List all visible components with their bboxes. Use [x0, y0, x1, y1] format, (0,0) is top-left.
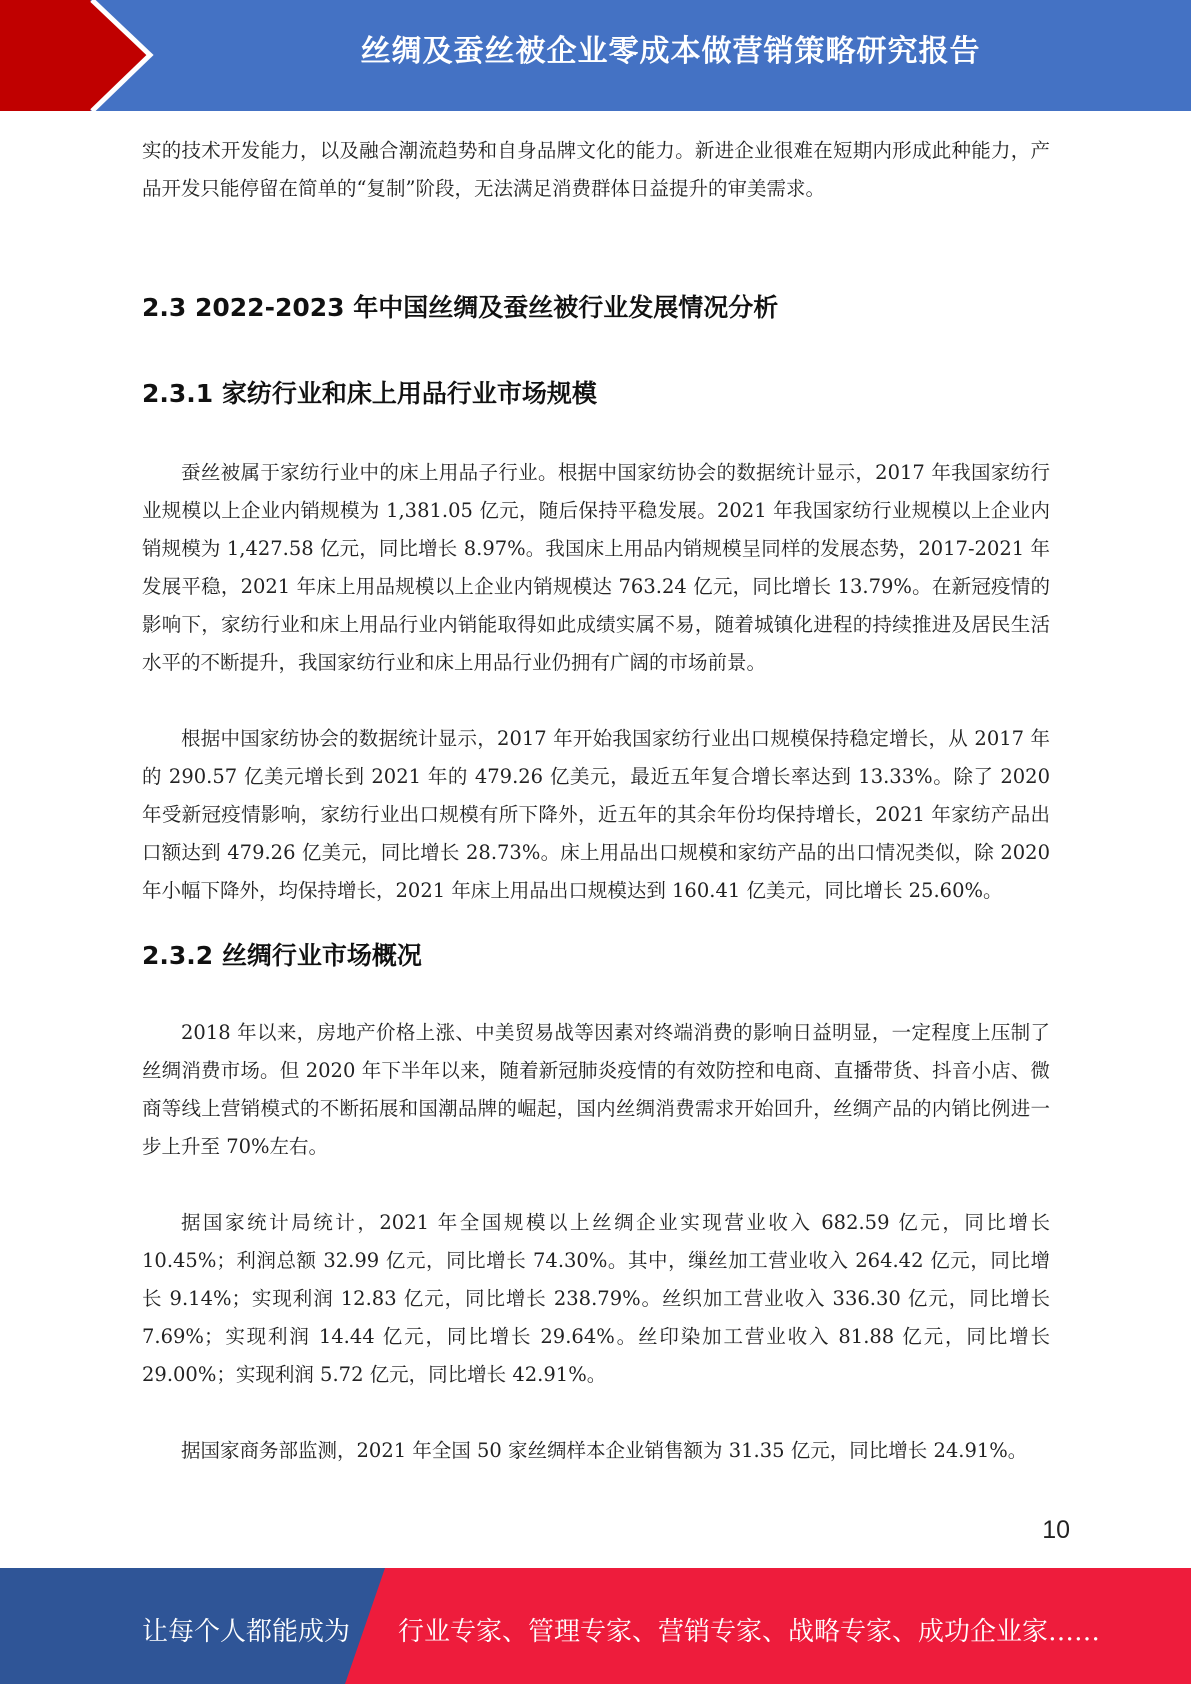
- section-2-3-2-paragraph-3: 据国家商务部监测，2021 年全国 50 家丝绸样本企业销售额为 31.35 亿元，同比增长 24.91%。: [181, 1439, 1028, 1462]
- footer-slogan-right: 行业专家、管理专家、营销专家、战略专家、成功企业家……: [398, 1617, 1101, 1647]
- page-number: 10: [1042, 1516, 1070, 1544]
- page-footer: [0, 1568, 1191, 1684]
- section-2-3-2-paragraph-1: 2018 年以来，房地产价格上涨、中美贸易战等因素对终端消费的影响日益明显，一定程度上压制了丝绸消费市场。但 2020 年下半年以来，随着新冠肺炎疫情的有效防控和电商、直播带货、抖音小店、微商等线上营销模式的不断拓展和国潮品牌的崛起，国内丝绸消费需求开始回升，丝绸产品的内销比例进一步上升至 70%左右。: [142, 1021, 1050, 1158]
- section-2-3-heading: 2.3 2022-2023 年中国丝绸及蚕丝被行业发展情况分析: [142, 293, 779, 322]
- page-header: [0, 0, 1191, 111]
- section-2-3-2-paragraph-2: 据国家统计局统计，2021 年全国规模以上丝绸企业实现营业收入 682.59 亿元，同比增长 10.45%；利润总额 32.99 亿元，同比增长 74.30%。其中，缫丝加工营业收入 264.42 亿元，同比增长 9.14%；实现利润 12.83 亿元，同比增长 238.79%。丝织加工营业收入 336.30 亿元，同比增长 7.69%；实现利润 14.44 亿元，同比增长 29.64%。丝印染加工营业收入 81.88 亿元，同比增长 29.00%；实现利润 5.72 亿元，同比增长 42.91%。: [142, 1211, 1050, 1386]
- page-content: [142, 132, 1050, 1470]
- section-2-3-1-paragraph-1: 蚕丝被属于家纺行业中的床上用品子行业。根据中国家纺协会的数据统计显示，2017 年我国家纺行业规模以上企业内销规模为 1,381.05 亿元，随后保持平稳发展。2021 年我国家纺行业规模以上企业内销规模为 1,427.58 亿元，同比增长 8.97%。我国床上用品内销规模呈同样的发展态势，2017-2021 年发展平稳，2021 年床上用品规模以上企业内销规模达 763.24 亿元，同比增长 13.79%。在新冠疫情的影响下，家纺行业和床上用品行业内销能取得如此成绩实属不易，随着城镇化进程的持续推进及居民生活水平的不断提升，我国家纺行业和床上用品行业仍拥有广阔的市场前景。: [142, 461, 1050, 674]
- footer-slogan-left: 让每个人都能成为: [142, 1617, 351, 1647]
- section-2-3-1-heading: 2.3.1 家纺行业和床上用品行业市场规模: [142, 379, 597, 408]
- intro-paragraph: 实的技术开发能力，以及融合潮流趋势和自身品牌文化的能力。新进企业很难在短期内形成此种能力，产品开发只能停留在简单的“复制”阶段，无法满足消费群体日益提升的审美需求。: [142, 139, 1050, 200]
- section-2-3-1-paragraph-2: 根据中国家纺协会的数据统计显示，2017 年开始我国家纺行业出口规模保持稳定增长，从 2017 年的 290.57 亿美元增长到 2021 年的 479.26 亿美元，最近五年复合增长率达到 13.33%。除了 2020 年受新冠疫情影响，家纺行业出口规模有所下降外，近五年的其余年份均保持增长，2021 年家纺产品出口额达到 479.26 亿美元，同比增长 28.73%。床上用品出口规模和家纺产品的出口情况类似，除 2020 年小幅下降外，均保持增长，2021 年床上用品出口规模达到 160.41 亿美元，同比增长 25.60%。: [142, 727, 1050, 902]
- section-2-3-2-heading: 2.3.2 丝绸行业市场概况: [142, 941, 422, 970]
- document-title: 丝绸及蚕丝被企业零成本做营销策略研究报告: [360, 34, 981, 69]
- header-red-arrow: [0, 0, 148, 111]
